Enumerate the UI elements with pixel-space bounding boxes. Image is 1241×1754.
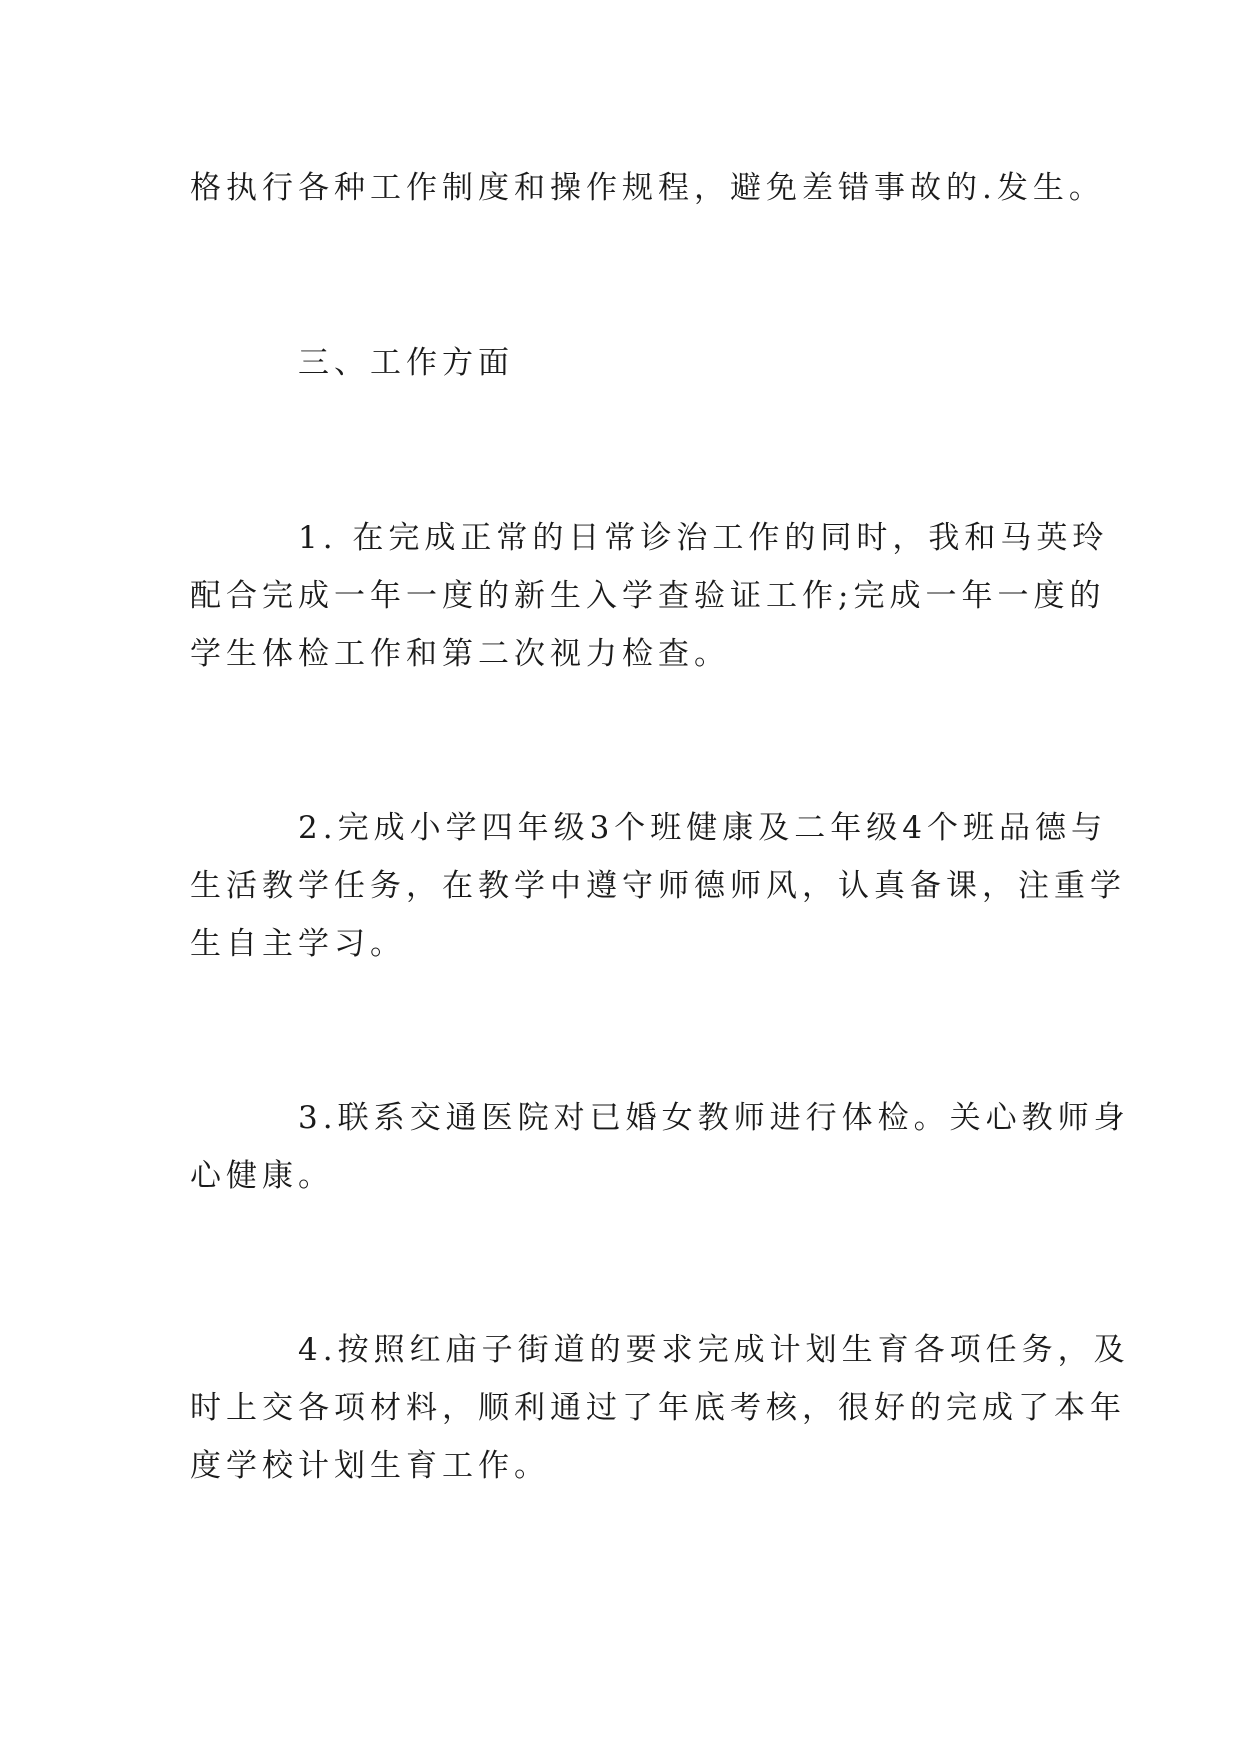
item-2-line-3: 生自主学习。 — [190, 926, 406, 962]
item-2-line-2: 生活教学任务，在教学中遵守师德师风，认真备课，注重学 — [190, 868, 1126, 904]
item-1-line-3: 学生体检工作和第二次视力检查。 — [190, 636, 730, 672]
item-1-line-2: 配合完成一年一度的新生入学查验证工作;完成一年一度的 — [190, 578, 1106, 614]
item-4-line-2: 时上交各项材料，顺利通过了年底考核，很好的完成了本年 — [190, 1390, 1126, 1426]
section-heading: 三、工作方面 — [298, 345, 514, 381]
item-3-line-2: 心健康。 — [190, 1158, 334, 1194]
paragraph-continuation-line: 格执行各种工作制度和操作规程，避免差错事故的.发生。 — [190, 170, 1105, 206]
item-4-line-3: 度学校计划生育工作。 — [190, 1448, 550, 1484]
item-3-line-1: 3.联系交通医院对已婚女教师进行体检。关心教师身 — [298, 1100, 1130, 1136]
item-2-line-1: 2.完成小学四年级3个班健康及二年级4个班品德与 — [298, 810, 1108, 846]
item-1-line-1: 1. 在完成正常的日常诊治工作的同时，我和马英玲 — [298, 520, 1109, 556]
item-4-line-1: 4.按照红庙子街道的要求完成计划生育各项任务，及 — [298, 1332, 1130, 1368]
